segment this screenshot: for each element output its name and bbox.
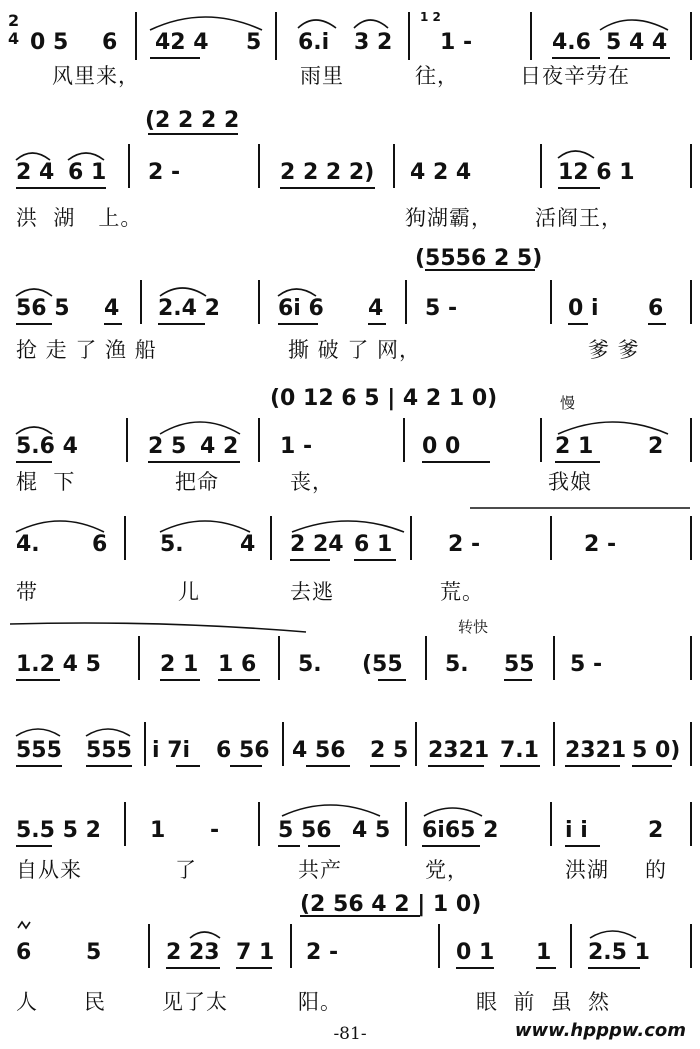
score-system-3 <box>0 240 700 370</box>
lyric: 活阎王， <box>535 206 623 230</box>
lyric: 往， <box>415 64 459 88</box>
note-group: 1.2 4 5 <box>16 652 101 677</box>
lyric: 民 <box>84 990 106 1014</box>
interlude-paren: (2 56 4 2 | 1 0) <box>300 892 482 917</box>
lyric: 了 <box>175 858 197 882</box>
page-number: -81- <box>333 1024 367 1044</box>
note-group: 0 1 <box>456 940 495 965</box>
note-group: 4 <box>368 296 384 321</box>
note-group: (55 <box>362 652 403 677</box>
time-signature-top: 2 <box>8 11 20 30</box>
note-group: 6 <box>102 30 118 55</box>
interlude-paren: (5556 2 5) <box>415 246 543 271</box>
note-group: 6i65 2 <box>422 818 499 843</box>
note-group: 7 1 <box>236 940 275 965</box>
note-group: 5 - <box>570 652 603 677</box>
lyric: 洪 湖 上。 <box>16 206 143 230</box>
interlude-paren: (0 12 6 5 | 4 2 1 0) <box>270 386 498 411</box>
lyric: 把命 <box>175 470 219 494</box>
lyric: 儿 <box>178 580 200 604</box>
lyric: 共产 <box>298 858 342 882</box>
lyric: 阳。 <box>298 990 342 1014</box>
lyric: 党， <box>425 858 469 882</box>
note-group: 2 23 <box>166 940 220 965</box>
note-group: 6 <box>648 296 664 321</box>
note-group: 4.6 <box>552 30 591 55</box>
lyric: 日夜辛劳在 <box>520 64 630 88</box>
note-group: 2 2 2 2) <box>280 160 375 185</box>
note-group: i i <box>565 818 588 843</box>
lyric: 的 <box>645 858 667 882</box>
note-group: 4 2 <box>200 434 239 459</box>
note-group: 6 1 <box>354 532 393 557</box>
note-group: - <box>210 818 220 843</box>
note-group: 2 - <box>448 532 481 557</box>
lyric: 风里来， <box>52 64 140 88</box>
note-group: 5 - <box>425 296 458 321</box>
note-group: 5. <box>445 652 469 677</box>
note-group: 0 5 <box>30 30 69 55</box>
note-group: 5 4 4 <box>606 30 668 55</box>
lyric: 人 <box>16 990 38 1014</box>
note-group: 2.4 2 <box>158 296 220 321</box>
note-group: 6i 6 <box>278 296 324 321</box>
note-group: 56 5 <box>16 296 70 321</box>
note-group: 5 <box>86 940 102 965</box>
lyric: 带 <box>16 580 38 604</box>
note-group: 5 <box>246 30 262 55</box>
tempo-mark: 转快 <box>458 618 489 636</box>
note-group: 2321 <box>428 738 490 763</box>
note-group: 4 56 <box>292 738 346 763</box>
note-group: 2321 <box>565 738 627 763</box>
note-group: 1 - <box>280 434 313 459</box>
lyric: 棍 下 <box>16 470 76 494</box>
note-group: 2 5 <box>148 434 187 459</box>
note-group: 6.i <box>298 30 330 55</box>
lyric: 我娘 <box>548 470 592 494</box>
note-group: 5 0) <box>632 738 681 763</box>
note-group: 2 5 <box>370 738 409 763</box>
note-group: 7.1 <box>500 738 539 763</box>
note-group: 1 6 <box>218 652 257 677</box>
slur-marks <box>0 370 700 500</box>
time-signature-bottom: 4 <box>8 29 20 48</box>
lyric: 爹 爹 <box>588 338 640 362</box>
lyric: 撕 破 了 网， <box>288 338 422 362</box>
score-system-5 <box>0 500 700 610</box>
note-group: 4 <box>240 532 256 557</box>
note-group: 2 - <box>148 160 181 185</box>
note-group: 2 1 <box>555 434 594 459</box>
note-group: 42 4 <box>155 30 209 55</box>
lyric: 狗湖霸， <box>405 206 493 230</box>
lyric: 见了太 <box>162 990 228 1014</box>
note-group: 6 1 <box>68 160 107 185</box>
note-group: 2 - <box>584 532 617 557</box>
note-group: 2.5 1 <box>588 940 650 965</box>
slur-marks <box>0 500 700 610</box>
lyric: 眼 前 虽 然 <box>476 990 611 1014</box>
note-group: 1 <box>150 818 166 843</box>
score-system-9 <box>0 890 700 1020</box>
interlude-paren: (2 2 2 2 <box>145 108 240 133</box>
score-system-2 <box>0 100 700 240</box>
note-group: 2 24 <box>290 532 344 557</box>
note-group: 12 6 1 <box>558 160 635 185</box>
note-group: 4 2 4 <box>410 160 472 185</box>
lyric: 雨里 <box>300 64 344 88</box>
score-system-1 <box>0 0 700 100</box>
note-group: 6 <box>92 532 108 557</box>
note-group: 2 - <box>306 940 339 965</box>
note-group: 2 1 <box>160 652 199 677</box>
note-group: 5.6 4 <box>16 434 78 459</box>
note-group: 6 <box>16 940 32 965</box>
slur-marks <box>0 700 700 780</box>
note-group: 5 56 <box>278 818 332 843</box>
note-group: 4. <box>16 532 40 557</box>
note-group: 6 56 <box>216 738 270 763</box>
note-group: 0 0 <box>422 434 461 459</box>
score-system-6 <box>0 610 700 700</box>
lyric: 去逃 <box>290 580 334 604</box>
score-system-4 <box>0 370 700 500</box>
note-group: 2 4 <box>16 160 55 185</box>
score-system-7 <box>0 700 700 780</box>
lyric: 洪湖 <box>565 858 609 882</box>
note-group: 2 <box>648 434 664 459</box>
lyric: 丧， <box>290 470 334 494</box>
watermark-url: www.hpppw.com <box>514 1020 686 1041</box>
note-group: 2 <box>648 818 664 843</box>
note-group: 3 2 <box>354 30 393 55</box>
note-group: 4 <box>104 296 120 321</box>
note-group: 5.5 5 2 <box>16 818 101 843</box>
note-group: 4 5 <box>352 818 391 843</box>
note-group: 555 <box>16 738 62 763</box>
lyric: 荒。 <box>440 580 484 604</box>
score-system-8 <box>0 780 700 890</box>
note-group: 1 <box>536 940 552 965</box>
note-group: 55 <box>504 652 535 677</box>
note-group: 1 - <box>440 30 473 55</box>
lyric: 自从来 <box>16 858 82 882</box>
note-group: 5. <box>160 532 184 557</box>
note-group: 5. <box>298 652 322 677</box>
lyric: 抢 走 了 渔 船 <box>16 338 157 362</box>
slur-marks <box>0 610 700 700</box>
note-group: i 7i <box>152 738 191 763</box>
tempo-mark: 慢 <box>560 394 576 412</box>
note-group: 555 <box>86 738 132 763</box>
note-group: 0 i <box>568 296 599 321</box>
volta-mark: 1 2 <box>420 10 441 24</box>
